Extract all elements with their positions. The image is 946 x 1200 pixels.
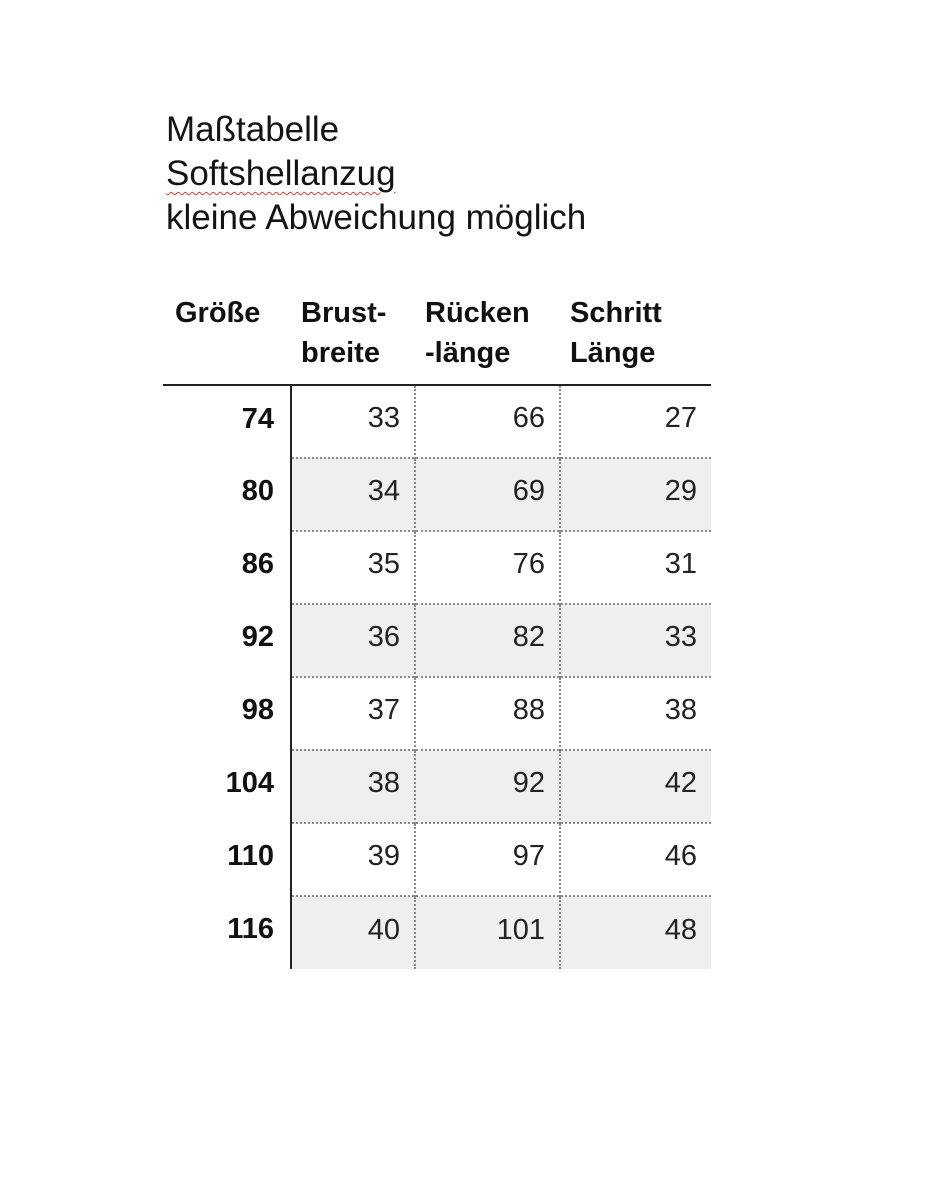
product-name-text: Softshellanzug [166, 154, 396, 193]
disclaimer: kleine Abweichung möglich [166, 198, 587, 237]
cell-size: 74 [163, 385, 291, 458]
cell-brust: 37 [291, 677, 415, 750]
cell-schritt: 42 [560, 750, 711, 823]
cell-brust: 39 [291, 823, 415, 896]
cell-ruecken: 82 [415, 604, 560, 677]
cell-schritt: 46 [560, 823, 711, 896]
cell-size: 86 [163, 531, 291, 604]
cell-schritt: 27 [664, 402, 697, 434]
header-rueckenlaenge: Rücken -länge [415, 293, 560, 385]
cell-schritt: 31 [560, 531, 711, 604]
table-row [163, 458, 711, 531]
size-chart-table [163, 293, 711, 969]
cell-brust: 38 [291, 750, 415, 823]
table-row [163, 604, 711, 677]
cell-size: 80 [163, 458, 291, 531]
document-heading [166, 108, 586, 240]
product-name [166, 152, 586, 196]
cell-size: 116 [163, 896, 291, 969]
cell-ruecken: 92 [415, 750, 560, 823]
cell-schritt: 38 [560, 677, 711, 750]
table-row [163, 677, 711, 750]
table-row [163, 750, 711, 823]
header-groesse: Größe [163, 293, 291, 385]
cell-ruecken: 69 [415, 458, 560, 531]
cell-schritt: 29 [560, 458, 711, 531]
cell-ruecken: 76 [415, 531, 560, 604]
cell-size: 98 [163, 677, 291, 750]
cell-brust: 36 [291, 604, 415, 677]
table-row [163, 823, 711, 896]
table-row [163, 896, 711, 969]
cell-schritt: 33 [560, 604, 711, 677]
cell-size: 110 [163, 823, 291, 896]
cell-brust: 35 [291, 531, 415, 604]
cell-ruecken: 66 [415, 385, 560, 458]
cell-brust: 33 [291, 385, 415, 458]
cell-ruecken: 88 [415, 677, 560, 750]
table-header-row [163, 293, 711, 385]
header-brustbreite: Brust- breite [291, 293, 415, 385]
cell-size: 92 [163, 604, 291, 677]
table-row [163, 531, 711, 604]
title: Maßtabelle [166, 110, 340, 149]
cell-ruecken: 101 [415, 896, 560, 969]
table-row [163, 385, 711, 458]
header-schrittlaenge: Schritt Länge [560, 293, 711, 385]
cell-brust: 34 [291, 458, 415, 531]
cell-ruecken: 97 [415, 823, 560, 896]
cell-schritt: 48 [560, 896, 711, 969]
cell-size: 104 [163, 750, 291, 823]
cell-brust: 40 [291, 896, 415, 969]
